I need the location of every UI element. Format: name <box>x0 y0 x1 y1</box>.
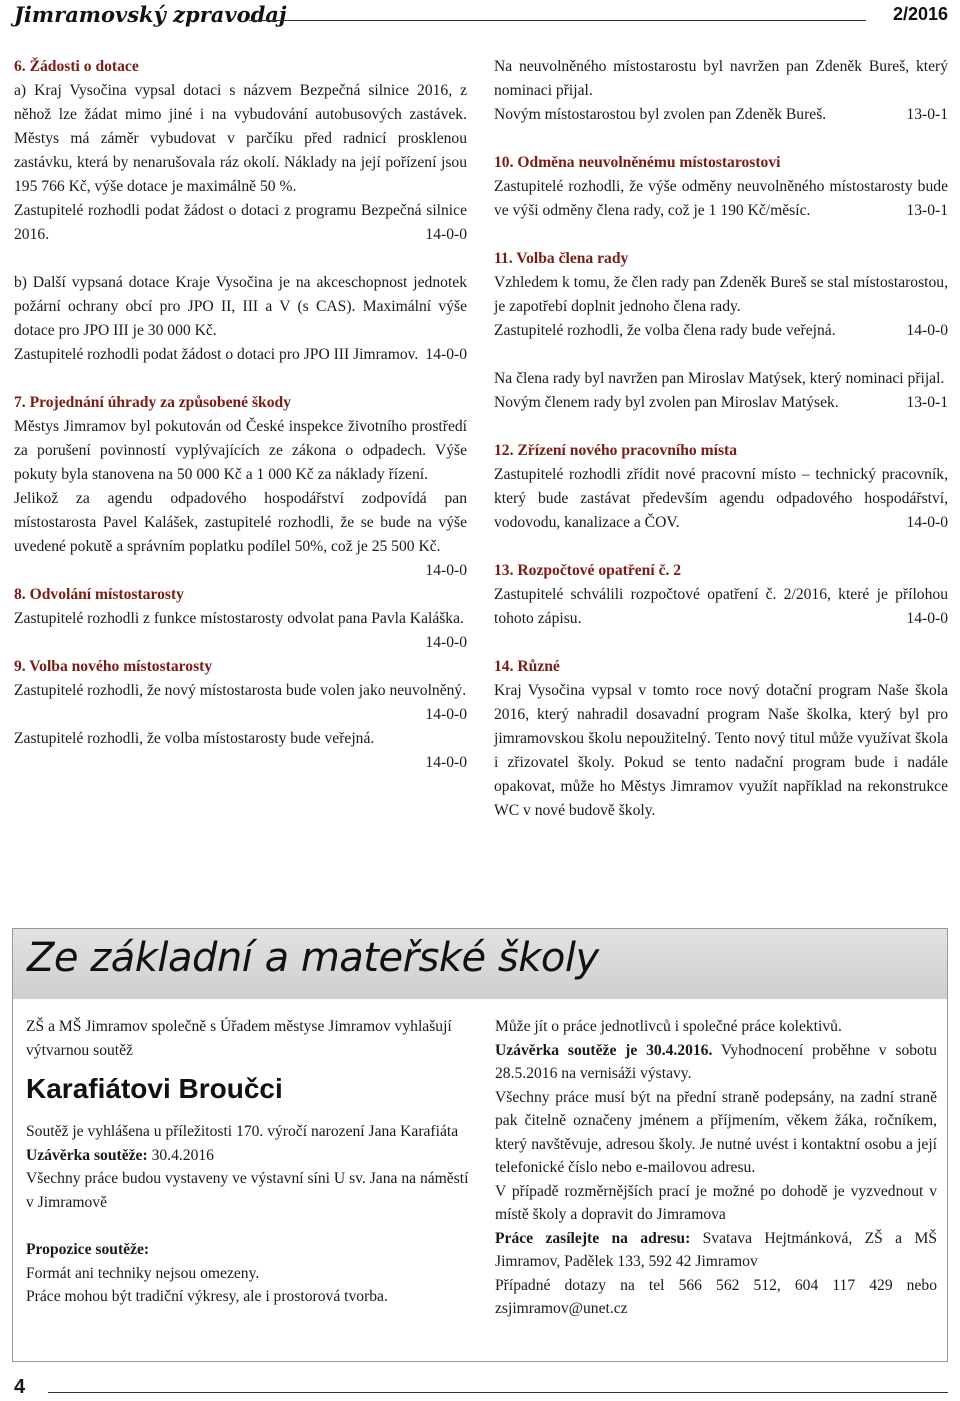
vote-result: 13-0-1 <box>906 394 948 411</box>
vote-result: 14-0-0 <box>906 610 948 627</box>
box-header <box>13 929 947 999</box>
vote-result: 14-0-0 <box>425 346 467 363</box>
paragraph-text: Novým členem rady byl zvolen pan Miroslav Matýsek. <box>494 394 839 411</box>
issue-number: 2/2016 <box>892 4 948 24</box>
decision-text: Zastupitelé rozhodli podat žádost o dotaci z programu Bezpečná silnice 2016. <box>14 202 467 243</box>
header-rule <box>249 20 866 21</box>
section-9-paragraph <box>14 679 467 723</box>
contest-contact: Případné dotazy na tel 566 562 512, 604 117 429 nebo zsjimramov@unet.cz <box>495 1276 937 1317</box>
section-10-title: 10. Odměna neuvolněnému místostarostovi <box>494 154 781 171</box>
vote-result: 14-0-0 <box>425 562 467 579</box>
contest-intro: ZŠ a MŠ Jimramov společně s Úřadem městyse Jimramov vyhlašují výtvarnou soutěž <box>26 1018 452 1059</box>
section-9-continued: Na neuvolněného místostarostu byl navržen pan Zdeněk Bureš, který nominaci přijal. <box>494 58 948 99</box>
section-11-title: 11. Volba člena rady <box>494 250 629 267</box>
section-6b-text: b) Další vypsaná dotace Kraje Vysočina je na akceschopnost jednotek požární ochrany obcí pro JPO II, III a V (s CAS). Maximální výše dotace pro JPO III je 30 000 Kč. <box>14 274 467 339</box>
contest-pickup: V případě rozměrnějších prací je možné po dohodě je vyzvednout v místě školy a dopravit do Jimramova <box>495 1182 937 1223</box>
deadline-label: Uzávěrka soutěže: <box>26 1146 148 1164</box>
contest-labeling: Všechny práce musí být na přední straně podepsány, na zadní straně pak čitelně označeny jménem a příjmením, věkem žáka, ročníkem, který navštěvuje, adresou školy. Je nutné uvést i kontaktní osobu a její telefonické číslo nebo e-mailovou adresu. <box>495 1088 937 1176</box>
section-12-title: 12. Zřízení nového pracovního místa <box>494 442 738 459</box>
page-number: 4 <box>14 1376 26 1398</box>
section-8-title: 8. Odvolání místostarosty <box>14 586 184 603</box>
section-11-paragraph-4 <box>494 391 948 415</box>
left-column <box>14 55 467 775</box>
page-header <box>14 0 948 32</box>
paragraph-text: Jelikož za agendu odpadového hospodářství zodpovídá pan místostarosta Pavel Kalášek, zastupitelé rozhodli, že se bude na výše uvedené pokutě a správním poplatku podílel 50%, což je 25 500 Kč. <box>14 490 467 555</box>
section-11-paragraph: Vzhledem k tomu, že člen rady pan Zdeněk Bureš se stal místostarostou, je zapotřebí doplnit jednoho člena rady. <box>494 274 948 315</box>
section-9-elected <box>494 103 948 127</box>
section-6a-decision <box>14 199 467 247</box>
contest-deadline <box>26 1144 473 1168</box>
vote-result: 14-0-0 <box>906 514 948 531</box>
deadline-label: Uzávěrka soutěže je 30.4.2016. <box>495 1041 713 1059</box>
deadline-value: 30.4.2016 <box>147 1146 214 1164</box>
section-6a-text: a) Kraj Vysočina vypsal dotaci s názvem Bezpečná silnice 2016, z něhož lze žádat mimo jiné i na vybudování autobusových zastávek. Městys má záměr vybudovat v parčíku před radnicí prosklenou zastávku, která by nenarušovala ráz okolí. Náklady na její pořízení jsou 195 766 Kč, výše dotace je maximálně 50 %. <box>14 82 467 195</box>
masthead: Jimramovský zpravodaj <box>14 2 287 27</box>
contest-occasion: Soutěž je vyhlášena u příležitosti 170. výročí narození Jana Karafiáta <box>26 1123 459 1140</box>
section-13-title: 13. Rozpočtové opatření č. 2 <box>494 562 682 579</box>
section-12-paragraph <box>494 463 948 535</box>
address-rest: Svatava Hejtmánková, ZŠ a MŠ Jimramov, Padělek 133, 592 42 Jimramov <box>495 1229 937 1270</box>
rules-title <box>26 1238 473 1262</box>
section-8-paragraph <box>14 607 467 651</box>
rules-item-2: Práce mohou být tradiční výkresy, ale i prostorová tvorba. <box>26 1288 388 1305</box>
section-9-title: 9. Volba nového místostarosty <box>14 658 213 675</box>
section-7-paragraph-1: Městys Jimramov byl pokutován od České inspekce životního prostředí za porušení povinností vyplývajících ze zákona o odpadech. Výše pokuty byla stanovena na 50 000 Kč a 1 000 Kč za náklady řízení. <box>14 418 467 483</box>
footer-rule <box>48 1392 948 1393</box>
paragraph-text: Zastupitelé rozhodli, že výše odměny neuvolněného místostarosty bude ve výši odměny člena rady, což je 1 190 Kč/měsíc. <box>494 178 948 219</box>
section-6b-decision <box>14 343 467 367</box>
contest-address <box>495 1227 937 1274</box>
paragraph-text: Zastupitelé rozhodli, že volba člena rady bude veřejná. <box>494 322 836 339</box>
rules-title-text: Propozice soutěže: <box>26 1241 150 1258</box>
section-10-paragraph <box>494 175 948 223</box>
section-11-paragraph-2 <box>494 319 948 343</box>
section-9-paragraph-2: Zastupitelé rozhodli, že volba místostarosty bude veřejná. <box>14 730 375 747</box>
section-7-paragraph-2 <box>14 487 467 579</box>
vote-result: 14-0-0 <box>425 634 467 651</box>
deadline-rest: Vyhodnocení proběhne v sobotu 28.5.2016 na vernisáži výstavy. <box>495 1041 937 1082</box>
paragraph-text: Zastupitelé schválili rozpočtové opatření č. 2/2016, které je přílohou tohoto zápisu. <box>494 586 948 627</box>
section-14-title: 14. Různé <box>494 658 560 675</box>
paragraph-text: Novým místostarostou byl zvolen pan Zdeněk Bureš. <box>494 106 827 123</box>
section-6-title: 6. Žádosti o dotace <box>14 58 139 75</box>
paragraph-text: Zastupitelé rozhodli zřídit nové pracovní místo – technický pracovník, který bude zastávat především agendu odpadového hospodářství, vodovodu, kanalizace a ČOV. <box>494 466 948 531</box>
box-title: Ze základní a mateřské školy <box>27 935 599 981</box>
contest-deadline-detail <box>495 1039 937 1086</box>
vote-result: 14-0-0 <box>906 322 948 339</box>
section-13-paragraph <box>494 583 948 631</box>
vote-result: 13-0-1 <box>906 106 948 123</box>
vote-result: 13-0-1 <box>906 202 948 219</box>
contest-right-column <box>495 1015 937 1321</box>
contest-individuals: Může jít o práce jednotlivců i společné práce kolektivů. <box>495 1018 842 1035</box>
address-label: Práce zasílejte na adresu: <box>495 1229 691 1247</box>
vote-result: 14-0-0 <box>425 754 467 771</box>
contest-exhibit: Všechny práce budou vystaveny ve výstavní síni U sv. Jana na náměstí v Jimramově <box>26 1170 469 1211</box>
paragraph-text: Zastupitelé rozhodli z funkce místostarosty odvolat pana Pavla Kaláška. <box>14 610 464 627</box>
vote-result: 14-0-0 <box>425 226 467 243</box>
paragraph-text: Zastupitelé rozhodli, že nový místostarosta bude volen jako neuvolněný. <box>14 682 467 699</box>
contest-left-column <box>26 1015 473 1309</box>
contest-name: Karafiátovi Broučci <box>26 1073 283 1104</box>
section-11-paragraph-3: Na člena rady byl navržen pan Miroslav Matýsek, který nominaci přijal. <box>494 370 945 387</box>
rules-item-1: Formát ani techniky nejsou omezeny. <box>26 1264 260 1282</box>
vote-result: 14-0-0 <box>425 706 467 723</box>
section-14-paragraph: Kraj Vysočina vypsal v tomto roce nový dotační program Naše škola 2016, který nahradil dosavadní program Naše školka, který byl pro jimramovskou školu nepoužitelný. Tento nový titul může využívat škola i zřizovatel školy. Pokud se tento nadační program bude i nadále opakovat, může ho Městys Jimramov využít například na rekonstrukce WC v nové budově školy. <box>494 682 948 819</box>
right-column <box>494 55 948 823</box>
decision-text: Zastupitelé rozhodli podat žádost o dotaci pro JPO III Jimramov. <box>14 346 419 363</box>
school-contest-box <box>12 928 948 1362</box>
section-7-title: 7. Projednání úhrady za způsobené škody <box>14 394 291 411</box>
